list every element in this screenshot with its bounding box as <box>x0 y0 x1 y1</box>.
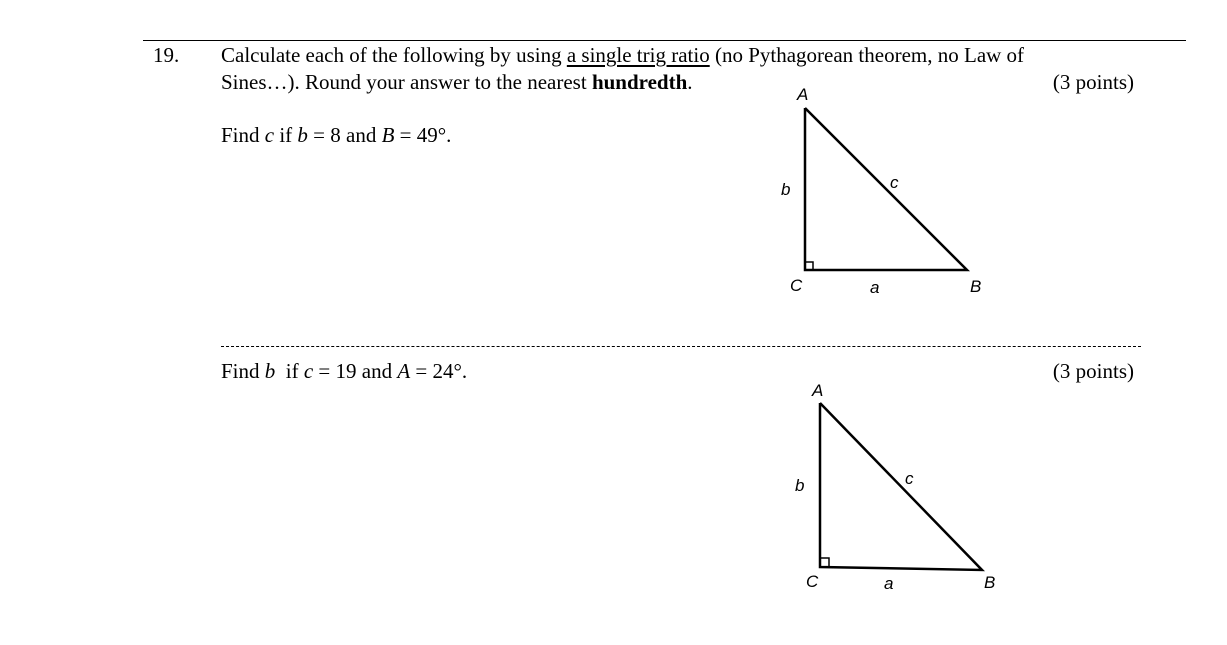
side-c-label: c <box>890 173 899 192</box>
instructions-text: Sines…). Round your answer to the nearest <box>221 70 592 94</box>
prompt-text: = 19 and <box>313 359 398 383</box>
prompt-text: = 8 and <box>307 123 382 147</box>
prompt-var: b <box>297 123 308 147</box>
vertex-c-label: C <box>806 572 819 591</box>
side-b-label: b <box>795 476 805 495</box>
vertex-c-label: C <box>790 276 803 295</box>
prompt-text: if <box>275 359 304 383</box>
prompt-text: = 24°. <box>410 359 468 383</box>
part1-points: (3 points) <box>1052 70 1134 94</box>
instructions-bold: hundredth <box>591 70 688 94</box>
prompt-text: Find <box>221 359 265 383</box>
prompt-var: c <box>264 123 275 147</box>
vertex-a-label: A <box>812 381 824 400</box>
right-angle-mark <box>820 558 829 567</box>
instructions-underlined: a single trig ratio <box>566 43 710 67</box>
instructions-text: Calculate each of the following by using <box>221 43 567 67</box>
prompt-var: B <box>381 123 395 147</box>
triangle-outline <box>820 403 982 570</box>
prompt-var: A <box>397 359 411 383</box>
instructions-text: (no Pythagorean theorem, no Law of <box>709 43 1025 67</box>
prompt-text: = 49°. <box>394 123 452 147</box>
vertex-b-label: B <box>970 277 982 296</box>
vertex-b-label: B <box>984 573 996 592</box>
side-c-label: c <box>905 469 914 488</box>
part2-points: (3 points) <box>1052 359 1134 383</box>
question-number: 19. <box>153 43 180 67</box>
prompt-var: b <box>264 359 276 383</box>
side-a-label: a <box>870 278 880 297</box>
vertex-a-label: A <box>797 85 809 104</box>
side-b-label: b <box>781 180 791 199</box>
prompt-var: c <box>303 359 314 383</box>
instructions-text: . <box>687 70 693 94</box>
prompt-text: if <box>274 123 298 147</box>
side-a-label: a <box>884 574 894 593</box>
prompt-text: Find <box>221 123 265 147</box>
